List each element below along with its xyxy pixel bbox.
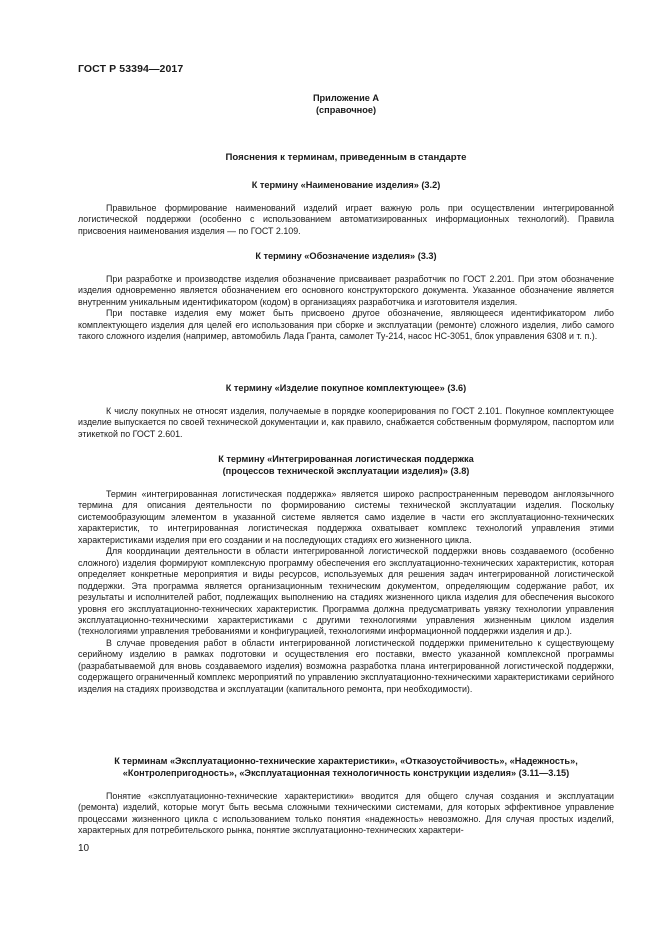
appendix-title: Приложение А [312, 93, 380, 103]
paragraph: При поставке изделия ему может быть присвоено другое обозначение, являющееся идентификатором либо комплектующего изделия для целей его использования при сборке и эксплуатации (ремонте) сложного изделия, либо самого такого сложного изделия (например, автомобиль Лада Гранта, самолет Ту-214, насос НС-3051, блок управления 6308 и т. п.). [78, 308, 614, 342]
page-number: 10 [78, 843, 90, 854]
section-body [78, 203, 614, 237]
section-heading: К термину «Изделие покупное комплектующее» (3.6) [225, 383, 467, 393]
section-heading: «Контролепригодность», «Эксплуатационная технологичность конструкции изделия» (3.11—3.15) [122, 768, 570, 778]
paragraph: Понятие «эксплуатационно-технические характеристики» вводится для общего случая создания и эксплуатации (ремонта) изделий, которые могут быть весьма сложными техническими системами, для которых эффективное управление процессами жизненного цикла с использованием только понятия «надежность» невозможно. Для случая простых изделий, характерных для потребительского рынка, понятие эксплуатационно-технических характери- [78, 791, 614, 836]
section-body [78, 489, 614, 695]
section-body [78, 791, 614, 837]
paragraph: Для координации деятельности в области интегрированной логистической поддержки вновь создаваемого (особенно сложного) изделия формируют комплексную программу обеспечения его эксплуатационно-технических характеристик, которая определяет конкретные мероприятия и виды ресурсов, используемых для решения задач интегрированной логистической поддержки. Эта программа является организационным техническим документом, определяющим содержание работ, их результаты и исполнителей работ, подлежащих выполнению на стадиях жизненного цикла изделия для обеспечения высокого уровня его эксплуатационно-технических характеристик. Программа должна предусматривать увязку технологии управления эксплуатационно-техническими характеристиками с другими технологиями управления жизненным циклом изделия (технологиями управления требованиями и конфигурацией, технологиями информационной поддержки изделия и др.). [78, 546, 614, 637]
section-heading: (процессов технической эксплуатации изделия)» (3.8) [222, 466, 470, 476]
section-heading: К термину «Наименование изделия» (3.2) [251, 180, 441, 190]
section-heading: К термину «Интегрированная логистическая поддержка [218, 454, 474, 464]
section-body [78, 406, 614, 440]
paragraph: При разработке и производстве изделия обозначение присваивает разработчик по ГОСТ 2.201. При этом обозначение изделия одновременно является обозначением его основного конструкторского документа. Указанное обозначение является внутренним уникальным идентификатором (кодом) в организациях разработчика и изготовителя изделия. [78, 274, 614, 307]
paragraph: Правильное формирование наименований изделий играет важную роль при осуществлении интегрированной логистической поддержки (особенно с использованием автоматизированных информационных технологий). Правила присвоения наименования изделия — по ГОСТ 2.109. [78, 203, 614, 236]
section-body [78, 274, 614, 343]
paragraph: В случае проведения работ в области интегрированной логистической поддержки применительно к существующему серийному изделию в рамках подготовки и осуществления его поставки, вместо указанной комплексной программы (разрабатываемой для вновь создаваемого изделия) возможна разработка плана интегрированной логистической поддержки, содержащего ограниченный комплекс мероприятий по управлению эксплуатационно-техническими характеристиками серийного изделия на стадиях производства и эксплуатации (капитального ремонта, при необходимости). [78, 637, 614, 694]
section-heading: К термину «Обозначение изделия» (3.3) [255, 251, 437, 261]
paragraph: Термин «интегрированная логистическая поддержка» является широко распространенным переводом англоязычного термина для описания деятельности по формированию системы технической эксплуатации изделия. Поскольку системообразующим элементом в указанной системе является само изделие в части его эксплуатационно-технических характеристик, то интегрированная логистическая поддержка охватывает комплекс технологий управления этими характеристиками изделия при его создании и на последующих стадиях его жизненного цикла. [78, 489, 614, 545]
section-heading: К терминам «Эксплуатационно-технические характеристики», «Отказоустойчивость», «Надежность», [114, 756, 578, 766]
document-code: ГОСТ Р 53394—2017 [78, 63, 184, 75]
appendix-type: (справочное) [315, 105, 376, 115]
main-title: Пояснения к терминам, приведенным в стандарте [225, 152, 467, 163]
paragraph: К числу покупных не относят изделия, получаемые в порядке кооперирования по ГОСТ 2.101. Покупное комплектующее изделие выпускается по своей технической документации и, как правило, снабжается собственным формуляром, паспортом или этикеткой по ГОСТ 2.601. [78, 406, 614, 439]
